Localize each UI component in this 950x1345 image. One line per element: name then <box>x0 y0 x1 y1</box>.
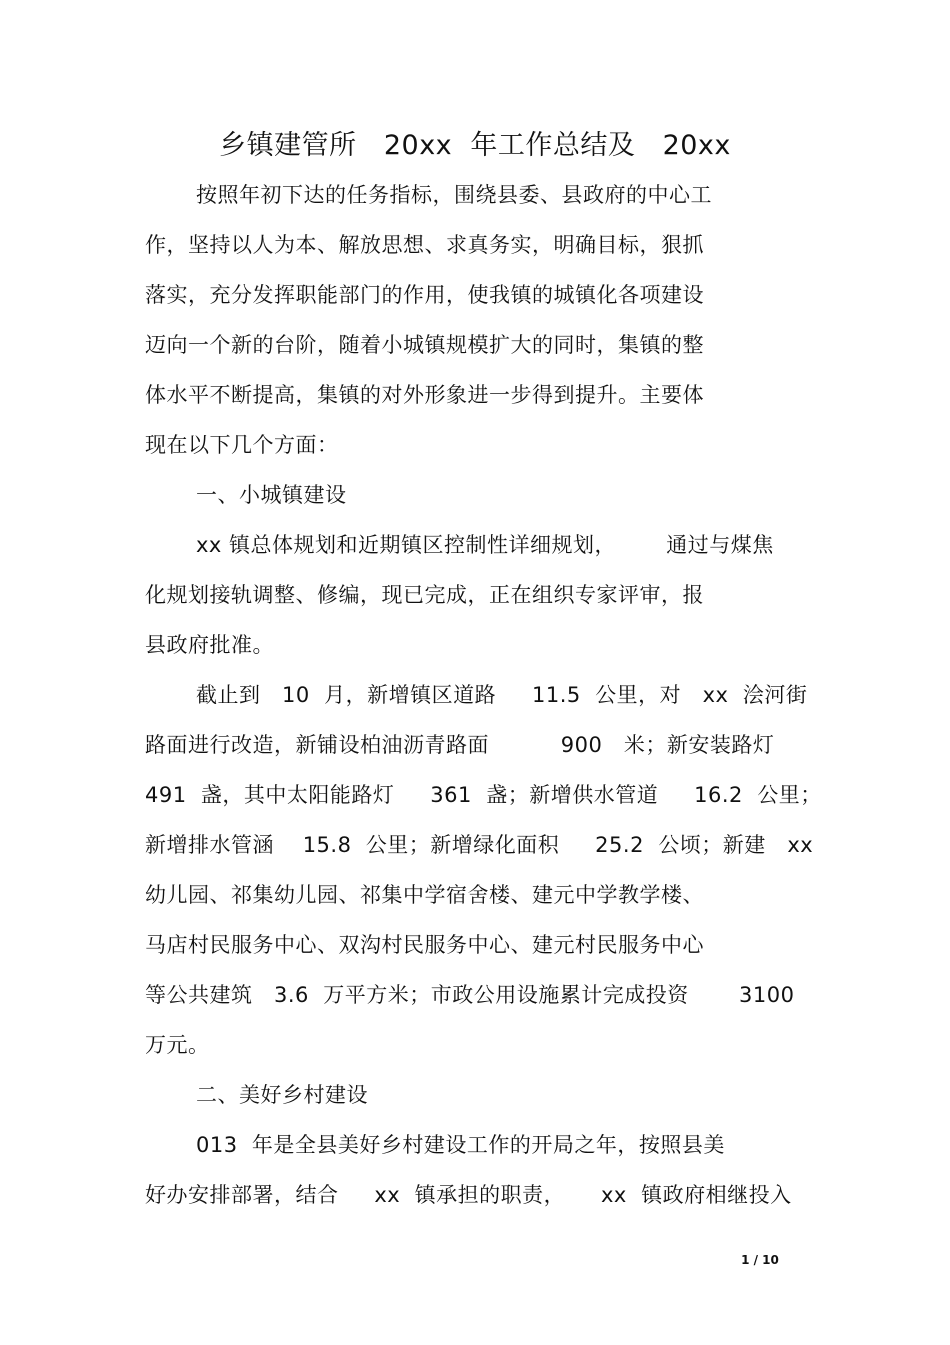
paragraph-line: 迈向一个新的台阶，随着小城镇规模扩大的同时，集镇的整 <box>145 333 704 357</box>
paragraph-line: 县政府批准。 <box>145 633 274 657</box>
paragraph-line: 新增排水管涵 15.8 公里；新增绿化面积 25.2 公顷；新建 xx <box>145 833 814 857</box>
paragraph-line: 491 盏，其中太阳能路灯 361 盏；新增供水管道 16.2 公里； <box>145 783 822 807</box>
paragraph-line: 作，坚持以人为本、解放思想、求真务实，明确目标，狠抓 <box>145 233 704 257</box>
section-heading: 二、美好乡村建设 <box>196 1083 368 1107</box>
paragraph-line: xx 镇总体规划和近期镇区控制性详细规划， 通过与煤焦 <box>196 533 774 557</box>
paragraph-line: 万元。 <box>145 1033 210 1057</box>
paragraph-line: 按照年初下达的任务指标，围绕县委、县政府的中心工 <box>196 183 712 207</box>
paragraph-line: 好办安排部署，结合 xx 镇承担的职责， xx 镇政府相继投入 <box>145 1183 792 1207</box>
paragraph-line: 幼儿园、祁集幼儿园、祁集中学宿舍楼、建元中学教学楼、 <box>145 883 704 907</box>
paragraph-line: 等公共建筑 3.6 万平方米；市政公用设施累计完成投资 3100 <box>145 983 795 1007</box>
page-number: 1 / 10 <box>741 1253 779 1267</box>
paragraph-line: 马店村民服务中心、双沟村民服务中心、建元村民服务中心 <box>145 933 704 957</box>
document-title: 乡镇建管所 20xx 年工作总结及 20xx <box>219 130 731 161</box>
section-heading: 一、小城镇建设 <box>196 483 347 507</box>
paragraph-line: 013 年是全县美好乡村建设工作的开局之年，按照县美 <box>196 1133 725 1157</box>
paragraph-line: 体水平不断提高，集镇的对外形象进一步得到提升。主要体 <box>145 383 704 407</box>
paragraph-line: 化规划接轨调整、修编，现已完成，正在组织专家评审，报 <box>145 583 704 607</box>
paragraph-line: 路面进行改造，新铺设柏油沥青路面 900 米；新安装路灯 <box>145 733 775 757</box>
paragraph-line: 落实，充分发挥职能部门的作用，使我镇的城镇化各项建设 <box>145 283 704 307</box>
paragraph-line: 现在以下几个方面： <box>145 433 339 457</box>
paragraph-line: 截止到 10 月，新增镇区道路 11.5 公里，对 xx 浍河街 <box>196 683 808 707</box>
